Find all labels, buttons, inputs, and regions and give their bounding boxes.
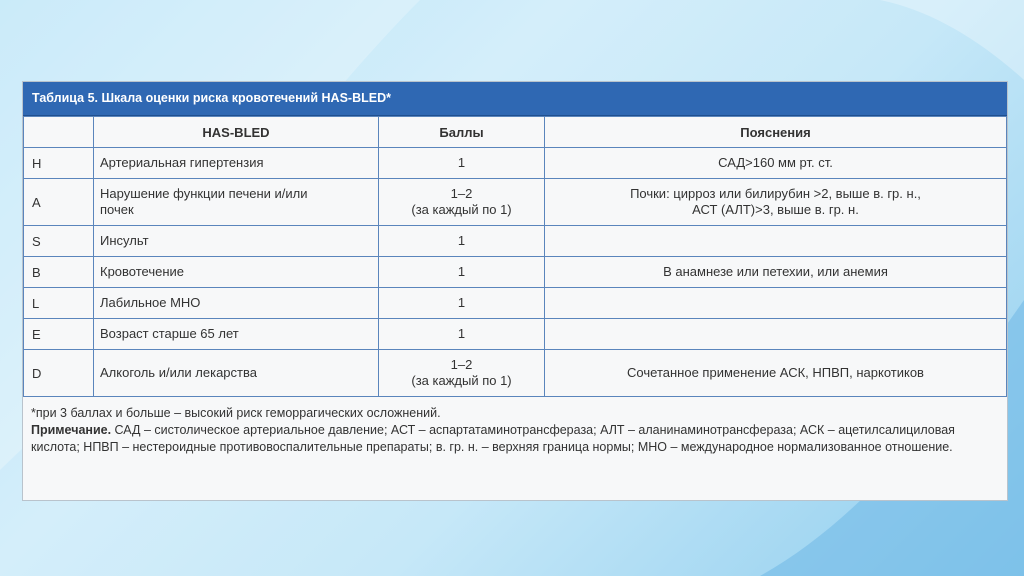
row-points [379,319,545,350]
row-criterion [94,226,379,257]
row-criterion-line: Нарушение функции печени и/или [100,186,308,201]
row-criterion-line: почек [100,202,134,217]
row-criterion-line: Артериальная гипертензия [100,155,264,170]
row-explanation [545,319,1007,350]
table-row [24,148,1007,179]
table-row [24,288,1007,319]
row-criterion-line: Возраст старше 65 лет [100,326,239,341]
table-row [24,226,1007,257]
row-letter: D [24,350,94,397]
header-letter [24,117,94,148]
row-points-line: 1 [457,264,466,279]
row-explanation-line: В анамнезе или петехии, или анемия [663,264,888,279]
table-row [24,179,1007,226]
row-points [379,257,545,288]
row-points-line: (за каждый по 1) [411,373,512,388]
row-criterion-line: Кровотечение [100,264,185,279]
row-criterion-line: Алкоголь и/или лекарства [100,365,257,380]
row-criterion [94,350,379,397]
row-criterion [94,179,379,226]
row-points [379,226,545,257]
row-letter: S [24,226,94,257]
row-letter: E [24,319,94,350]
table-notes [23,397,1007,456]
header-points: Баллы [379,117,545,148]
row-points-line: 1 [457,155,466,170]
row-explanation-line: АСТ (АЛТ)>3, выше в. гр. н. [692,202,859,217]
has-bled-table-card [22,81,1008,501]
abbreviation-note [31,422,999,456]
footnote: *при 3 баллах и больше – высокий риск геморрагических осложнений. [31,406,441,420]
row-explanation-line: Почки: цирроз или билирубин >2, выше в. гр. н., [630,186,921,201]
row-explanation [545,350,1007,397]
row-criterion [94,148,379,179]
has-bled-table [23,116,1007,397]
row-letter: B [24,257,94,288]
row-criterion [94,288,379,319]
row-points-line: 1–2 [450,357,473,372]
row-letter: L [24,288,94,319]
row-explanation [545,257,1007,288]
row-points [379,148,545,179]
row-points-line: 1 [457,326,466,341]
row-points [379,350,545,397]
row-explanation [545,288,1007,319]
row-points-line: (за каждый по 1) [411,202,512,217]
row-points [379,288,545,319]
row-explanation-line: Сочетанное применение АСК, НПВП, наркотиков [627,365,924,380]
header-criterion: HAS-BLED [94,117,379,148]
table-row [24,350,1007,397]
row-points-line: 1–2 [450,186,473,201]
row-points-line: 1 [457,295,466,310]
row-criterion-line: Инсульт [100,233,149,248]
row-points [379,179,545,226]
row-criterion-line: Лабильное МНО [100,295,201,310]
row-letter: A [24,179,94,226]
row-points-line: 1 [457,233,466,248]
row-criterion [94,319,379,350]
row-criterion [94,257,379,288]
note-text: САД – систолическое артериальное давление; АСТ – аспартатаминотрансфераза; АЛТ – аланинаминотрансфераза; АСК – ацетилсалициловая кислота; НПВП – нестероидные противовоспалительные препараты; в. гр. н. – верхняя граница нормы; МНО – международное нормализованное отношение. [31,423,955,454]
row-explanation [545,179,1007,226]
row-explanation-line: САД>160 мм рт. ст. [718,155,833,170]
table-row [24,319,1007,350]
row-explanation [545,148,1007,179]
row-letter: H [24,148,94,179]
header-explanation: Пояснения [545,117,1007,148]
note-label: Примечание. [31,423,112,437]
row-explanation [545,226,1007,257]
table-title: Таблица 5. Шкала оценки риска кровотечений HAS-BLED* [23,82,1007,116]
table-row [24,257,1007,288]
table-header-row [24,117,1007,148]
